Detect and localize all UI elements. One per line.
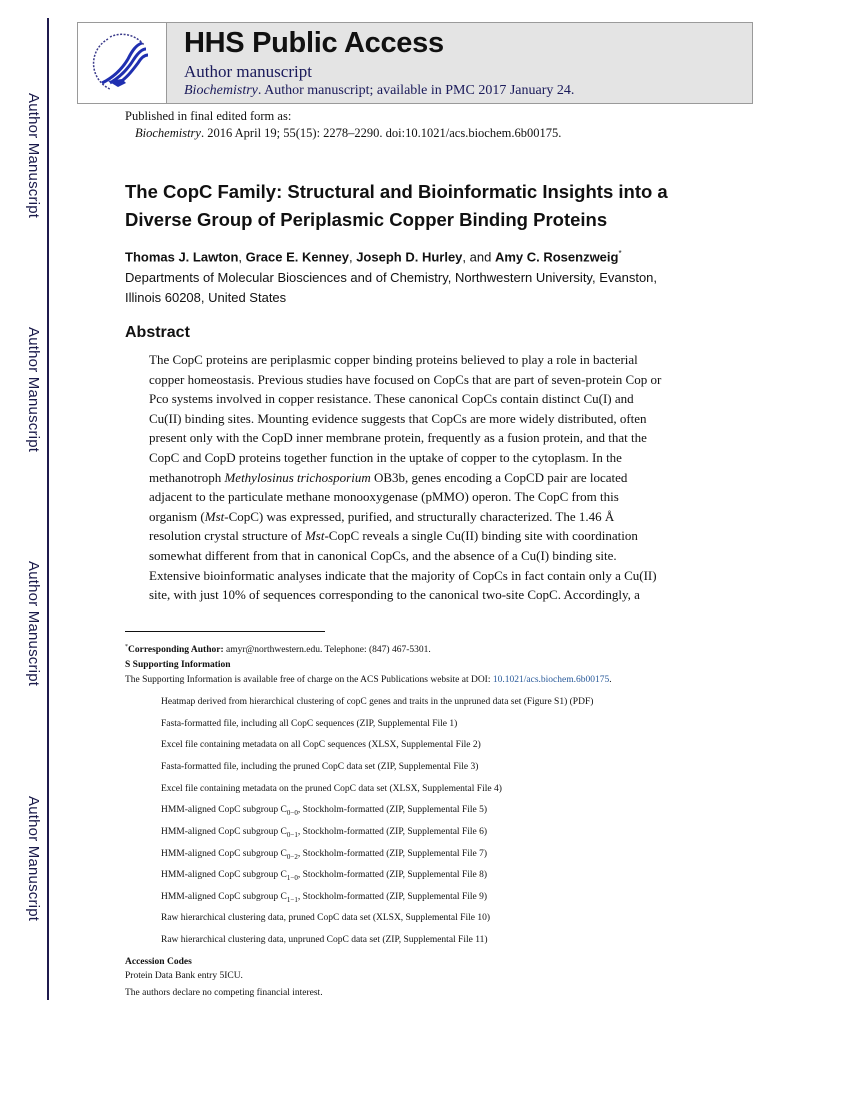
hhs-logo (78, 23, 167, 103)
abstract-line: resolution crystal structure of Mst-CopC reveals a single Cu(II) binding site with coordination (149, 528, 638, 544)
corresponding-author-note: *Corresponding Author: amyr@northwestern.edu. Telephone: (847) 467-5301. (125, 644, 431, 656)
title-line: The CopC Family: Structural and Bioinformatic Insights into a (125, 181, 668, 202)
corresponding-label: Corresponding Author: (128, 645, 224, 656)
si-item: Excel file containing metadata on all CopC sequences (XLSX, Supplemental File 2) (161, 740, 481, 750)
author-separator: , (348, 249, 357, 265)
article-title (125, 178, 765, 234)
author-name: Thomas J. Lawton (125, 249, 239, 265)
availability-line (184, 83, 574, 99)
si-item: Raw hierarchical clustering data, unpruned CopC data set (ZIP, Supplemental File 11) (161, 935, 488, 945)
manuscript-label: Author manuscript (184, 62, 312, 81)
si-item: Excel file containing metadata on the pruned CopC data set (XLSX, Supplemental File 4) (161, 784, 502, 794)
si-item: Fasta-formatted file, including the pruned CopC data set (ZIP, Supplemental File 3) (161, 762, 479, 772)
author-name: Amy C. Rosenzweig (494, 249, 619, 265)
author-separator: , (238, 249, 246, 265)
journal-name: Biochemistry (184, 83, 258, 98)
si-item: Fasta-formatted file, including all CopC sequences (ZIP, Supplemental File 1) (161, 719, 458, 729)
margin-label-text: Author Manuscript (25, 93, 42, 219)
si-item: HMM-aligned CopC subgroup $C_{1-1}$, Stockholm-formatted (ZIP, Supplemental File 9) (161, 892, 488, 904)
abstract-line: present only with the CopD inner membrane protein, frequently as a fusion protein, and that the (149, 430, 647, 446)
hhs-title: HHS Public Access (184, 27, 444, 59)
abstract-line: adjacent to the particulate methane monooxygenase (pMMO) operon. The CopC from this (149, 489, 619, 505)
margin-label-text: Author Manuscript (25, 327, 42, 453)
competing-interest: The authors declare no competing financial interest. (125, 988, 323, 998)
margin-label-text: Author Manuscript (25, 796, 42, 922)
si-item: HMM-aligned CopC subgroup $C_{0-2}$, Stockholm-formatted (ZIP, Supplemental File 7) (161, 849, 488, 861)
abstract-heading: Abstract (125, 324, 190, 341)
abstract-line: Cu(II) binding sites. Mounting evidence suggests that CopCs are more widely distributed, often (149, 410, 647, 426)
margin-rule (47, 18, 49, 1000)
corresponding-contact: amyr@northwestern.edu. Telephone: (847) 467-5301. (223, 645, 431, 656)
abstract-line: methanotroph Methylosinus trichosporium OB3b, genes encoding a CopCD pair are located (149, 469, 628, 485)
footnote-divider (125, 631, 325, 632)
si-heading: S Supporting Information (125, 660, 231, 670)
author-list (125, 249, 622, 264)
abstract-line: CopC and CopD proteins together function in the uptake of copper to the cytoplasm. In the (149, 449, 622, 465)
affiliation-line: Illinois 60208, United States (125, 290, 287, 305)
corresponding-mark: * (618, 249, 622, 258)
abstract-line: Pco systems involved in copper resistance. These canonical CopCs contain distinct Cu(I) and (149, 391, 634, 407)
citation-line (135, 126, 561, 141)
affiliation (125, 268, 725, 308)
si-item: Raw hierarchical clustering data, pruned CopC data set (XLSX, Supplemental File 10) (161, 913, 490, 923)
abstract-line: copper homeostasis. Previous studies have focused on CopCs that are part of seven-protein Cop or (149, 371, 662, 387)
hhs-header (77, 22, 753, 104)
abstract-line: somewhat different from that in canonical CopCs, and the absence of a Cu(I) binding site. (149, 547, 617, 563)
species-name: Methylosinus trichosporium (224, 469, 371, 485)
author-separator: , and (462, 249, 495, 265)
abstract-line: organism (Mst-CopC) was expressed, purified, and structurally characterized. The 1.46 Å (149, 508, 615, 524)
citation-journal: Biochemistry (135, 126, 201, 140)
si-item: HMM-aligned CopC subgroup $C_{0-0}$, Stockholm-formatted (ZIP, Supplemental File 5) (161, 805, 488, 817)
abstract-line: site, with just 10% of sequences corresponding to the canonical two-site CopC. Accordingly, a (149, 587, 640, 603)
accession-heading: Accession Codes (125, 957, 192, 967)
accession-text: Protein Data Bank entry 5ICU. (125, 971, 243, 981)
abstract-line: The CopC proteins are periplasmic copper binding proteins believed to play a role in bacterial (149, 352, 638, 367)
abstract-body (149, 350, 709, 605)
affiliation-line: Departments of Molecular Biosciences and of Chemistry, Northwestern University, Evanston, (125, 270, 658, 285)
author-name: Grace E. Kenney (245, 249, 349, 265)
citation-text: . 2016 April 19; 55(15): 2278–2290. doi:10.1021/acs.biochem.6b00175. (200, 126, 562, 140)
author-name: Joseph D. Hurley (356, 249, 463, 265)
si-intro: The Supporting Information is available free of charge on the ACS Publications website at DOI: 10.1021/acs.biochem.6b00175. (125, 675, 612, 685)
abstract-line: Extensive bioinformatic analyses indicate that the majority of CopCs in fact contain only a Cu(II) (149, 567, 657, 583)
availability-text: . Author manuscript; available in PMC 2017 January 24. (257, 83, 575, 98)
doi-link[interactable]: 10.1021/acs.biochem.6b00175 (492, 675, 610, 685)
title-line: Diverse Group of Periplasmic Copper Binding Proteins (125, 209, 608, 230)
si-item: HMM-aligned CopC subgroup $C_{0-1}$, Stockholm-formatted (ZIP, Supplemental File 6) (161, 827, 488, 839)
hhs-eagle-seal-icon (88, 31, 154, 95)
si-item: HMM-aligned CopC subgroup $C_{1-0}$, Stockholm-formatted (ZIP, Supplemental File 8) (161, 870, 488, 882)
published-label: Published in final edited form as: (125, 109, 292, 123)
margin-label-text: Author Manuscript (25, 561, 42, 687)
si-item: Heatmap derived from hierarchical clustering of copC genes and traits in the unpruned data set (Figure S1) (PDF) (161, 697, 594, 707)
